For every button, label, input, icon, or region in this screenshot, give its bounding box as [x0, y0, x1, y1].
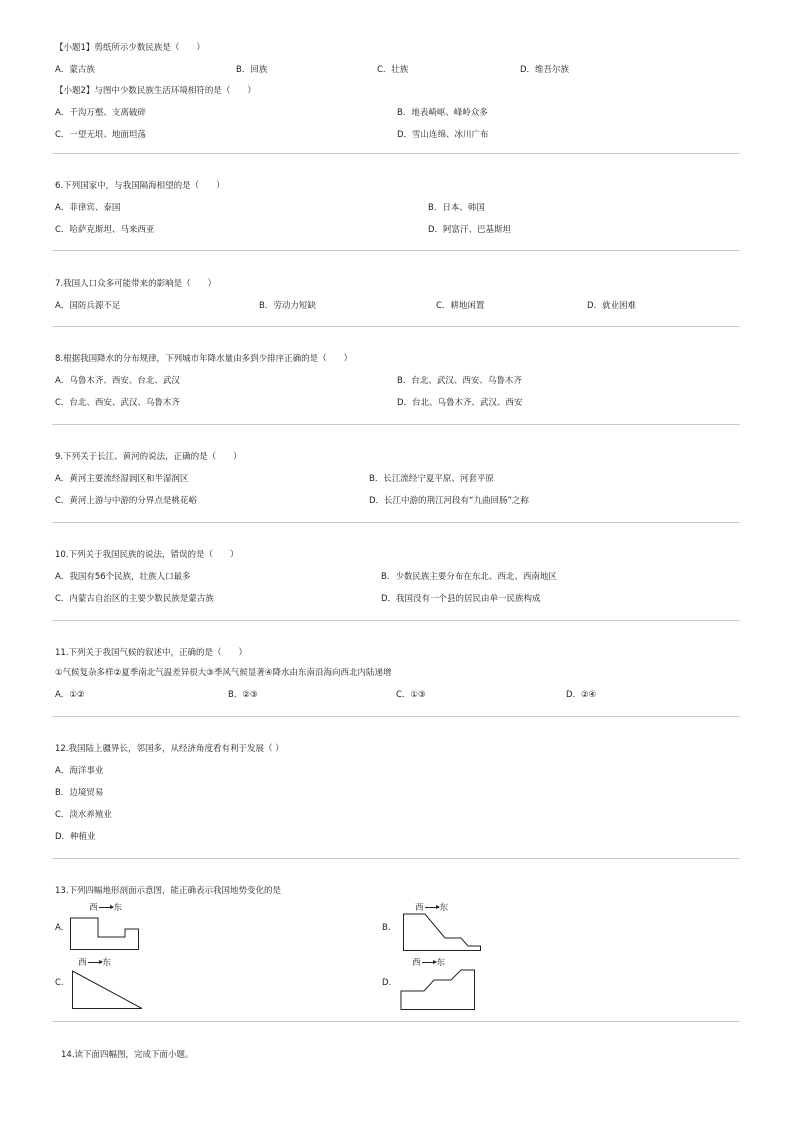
q12-option-a: A．海洋事业 [55, 766, 104, 776]
q11-option-a: A．①② [55, 690, 85, 700]
q13-option-c-label: C. [55, 978, 64, 988]
q4-option-c: C．壮族 [377, 65, 409, 75]
q8-option-b: B．台北、武汉、西安、乌鲁木齐 [397, 376, 522, 386]
terrain-profile-d [399, 967, 479, 1012]
q7-option-c: C．耕地闲置 [436, 301, 485, 311]
q6-option-d: D．阿富汗、巴基斯坦 [428, 225, 512, 235]
q5-option-c: C．一望无垠、地面坦荡 [55, 130, 146, 140]
divider [52, 153, 740, 154]
divider [52, 716, 740, 717]
q12-option-b: B．边境贸易 [55, 788, 104, 798]
divider [52, 858, 740, 859]
q4-stem: 【小题1】剪纸所示少数民族是（ ） [55, 43, 205, 53]
west-label: 西 [89, 903, 98, 913]
q4-option-a: A．蒙古族 [55, 65, 95, 75]
q4-option-b: B．回族 [236, 65, 268, 75]
q6-stem: 6.下列国家中，与我国隔海相望的是（ ） [55, 181, 225, 191]
divider [52, 424, 740, 425]
q11-option-c: C．①③ [396, 690, 426, 700]
arrow-icon [99, 907, 113, 908]
q8-option-d: D．台北、乌鲁木齐、武汉、西安 [397, 398, 523, 408]
q5-option-b: B．地表崎岖、峰岭众多 [397, 108, 488, 118]
q10-option-d: D．我国没有一个县的居民由单一民族构成 [381, 594, 541, 604]
q10-stem: 10.下列关于我国民族的说法，错误的是（ ） [55, 550, 239, 560]
q9-stem: 9.下列关于长江、黄河的说法，正确的是（ ） [55, 452, 242, 462]
terrain-profile-b [403, 912, 483, 952]
q13-stem: 13.下列四幅地形剖面示意图，能正确表示我国地势变化的是 [55, 886, 282, 896]
west-label: 西 [415, 903, 424, 913]
q6-option-b: B．日本、韩国 [428, 203, 485, 213]
q12-stem: 12.我国陆上疆界长，邻国多，从经济角度看有利于发展（ ） [55, 744, 284, 754]
arrow-icon [88, 962, 102, 963]
q13-option-a-label: A. [55, 923, 64, 933]
q4-option-d: D．维吾尔族 [520, 65, 570, 75]
q5-option-a: A．千沟万壑、支离破碎 [55, 108, 146, 118]
q5-stem: 【小题2】与图中少数民族生活环境相符的是（ ） [55, 86, 256, 96]
q11-statements: ①气候复杂多样②夏季南北气温差异很大③季风气候显著④降水由东南沿海向西北内陆递增 [55, 668, 392, 678]
q10-option-a: A．我国有56个民族，壮族人口最多 [55, 572, 191, 582]
east-label: 东 [102, 958, 112, 968]
q6-option-c: C．哈萨克斯坦、马来西亚 [55, 225, 155, 235]
q11-option-b: B．②③ [228, 690, 258, 700]
east-label: 东 [436, 958, 446, 968]
q9-option-c: C．黄河上游与中游的分界点是桃花峪 [55, 496, 197, 506]
q10-option-c: C．内蒙古自治区的主要少数民族是蒙古族 [55, 594, 214, 604]
q7-option-b: B．劳动力短缺 [259, 301, 316, 311]
arrow-icon [422, 962, 436, 963]
q8-stem: 8.根据我国降水的分布规律，下列城市年降水量由多到少排序正确的是（ ） [55, 354, 353, 364]
q9-option-b: B．长江流经宁夏平原、河套平原 [369, 474, 494, 484]
terrain-profile-c [72, 970, 144, 1010]
divider [52, 522, 740, 523]
q7-option-a: A．国防兵源不足 [55, 301, 121, 311]
q9-option-d: D．长江中游的荆江河段有“九曲回肠”之称 [369, 496, 529, 506]
west-label: 西 [78, 958, 87, 968]
q7-option-d: D．就业困难 [587, 301, 637, 311]
terrain-profile-a [70, 915, 140, 950]
divider [52, 620, 740, 621]
divider [52, 250, 740, 251]
q11-option-d: D．②④ [566, 690, 597, 700]
q11-stem: 11.下列关于我国气候的叙述中，正确的是（ ） [55, 648, 248, 658]
east-label: 东 [439, 903, 449, 913]
q13-option-b-label: B. [382, 923, 391, 933]
q9-option-a: A．黄河主要流经湿润区和半湿润区 [55, 474, 189, 484]
q6-option-a: A．菲律宾、泰国 [55, 203, 121, 213]
east-label: 东 [113, 903, 123, 913]
direction-label [78, 958, 111, 968]
q10-option-b: B．少数民族主要分布在东北、西北、西南地区 [381, 572, 557, 582]
arrow-icon [425, 907, 439, 908]
direction-label [89, 903, 122, 913]
q12-option-d: D．种植业 [55, 832, 96, 842]
q14-stem: 14.读下面四幅图，完成下面小题。 [61, 1050, 194, 1060]
divider [52, 1021, 740, 1022]
q8-option-c: C．台北、西安、武汉、乌鲁木齐 [55, 398, 180, 408]
q5-option-d: D．雪山连绵、冰川广布 [397, 130, 489, 140]
q12-option-c: C．淡水养殖业 [55, 810, 112, 820]
divider [52, 326, 740, 327]
q7-stem: 7.我国人口众多可能带来的影响是（ ） [55, 279, 217, 289]
west-label: 西 [412, 958, 421, 968]
q8-option-a: A．乌鲁木齐、西安、台北、武汉 [55, 376, 180, 386]
q13-option-d-label: D. [382, 978, 392, 988]
